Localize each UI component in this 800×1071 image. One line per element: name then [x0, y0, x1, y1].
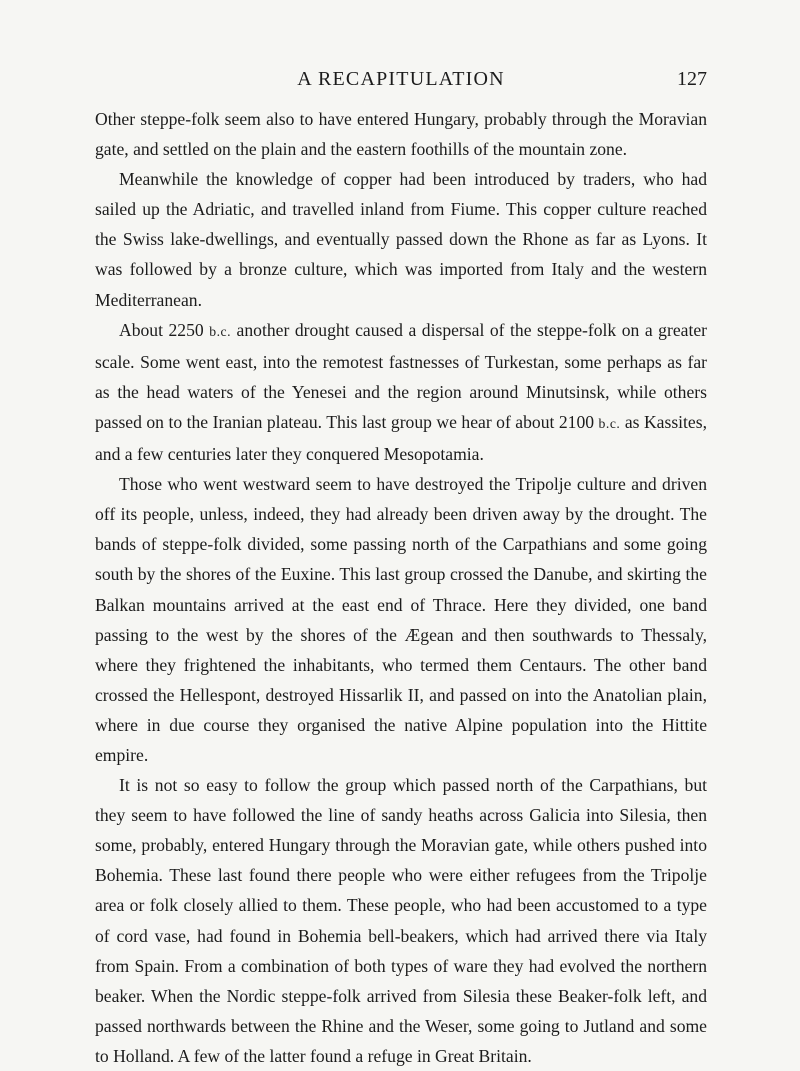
paragraph: It is not so easy to follow the group which passed north of the Carpathians, but they seem to have followed the line of sandy heaths across Galicia into Silesia, then some, probably, entered Hungary through the Moravian gate, while others pushed into Bohemia. These last found there people who were either refugees from the Tripolje area or folk closely allied to them. These people, who had been accustomed to a type of cord vase, had found in Bohemia bell-beakers, which had arrived there via Italy from Spain. From a combination of both types of ware they had evolved the northern beaker. When the Nordic steppe-folk arrived from Silesia these Beaker-folk left, and passed northwards between the Rhine and the Weser, some going to Jutland and some to Holland. A few of the latter found a refuge in Great Britain. — [95, 775, 707, 1066]
page-number: 127 — [677, 68, 707, 90]
era-abbreviation: b.c. — [598, 415, 621, 431]
paragraph: Those who went westward seem to have destroyed the Tripolje culture and driven off its people, unless, indeed, they had already been driven away by the drought. The bands of steppe-folk divided, some passing north of the Carpathians and some going south by the shores of the Euxine. This last group crossed the Danube, and skirting the Balkan mountains arrived at the east end of Thrace. Here they divided, one band passing to the west by the shores of the Ægean and then southwards to Thessaly, where they frightened the inhabitants, who termed them Centaurs. The other band crossed the Hellespont, destroyed Hissarlik II, and passed on into the Anatolian plain, where in due course they organised the native Alpine population into the Hittite empire. — [95, 474, 707, 765]
chapter-title: A RECAPITULATION — [297, 68, 505, 90]
paragraph: Other steppe-folk seem also to have entered Hungary, probably through the Moravian gate, and settled on the plain and the eastern foothills of the mountain zone. — [95, 109, 707, 160]
text-segment: another drought caused a dispersal of the steppe-folk on a greater scale. Some went east, into the remotest fastnesses of Turkestan, some perhaps as far as the head waters of the Yenesei and the region around Minutsinsk, while others passed on to the Iranian plateau. This last group we hear of about 2100 — [95, 319, 707, 432]
running-head — [95, 64, 707, 94]
era-abbreviation: b.c. — [209, 323, 232, 339]
paragraph — [95, 315, 707, 469]
body-text — [95, 104, 707, 1071]
paragraph: Meanwhile the knowledge of copper had been introduced by traders, who had sailed up the Adriatic, and travelled inland from Fiume. This copper culture reached the Swiss lake-dwellings, and eventually passed down the Rhone as far as Lyons. It was followed by a bronze culture, which was imported from Italy and the western Mediterranean. — [95, 169, 707, 310]
text-segment: About 2250 — [119, 319, 210, 340]
text-segment: as Kassites, and a few centuries later they conquered Mesopotamia. — [95, 411, 707, 465]
